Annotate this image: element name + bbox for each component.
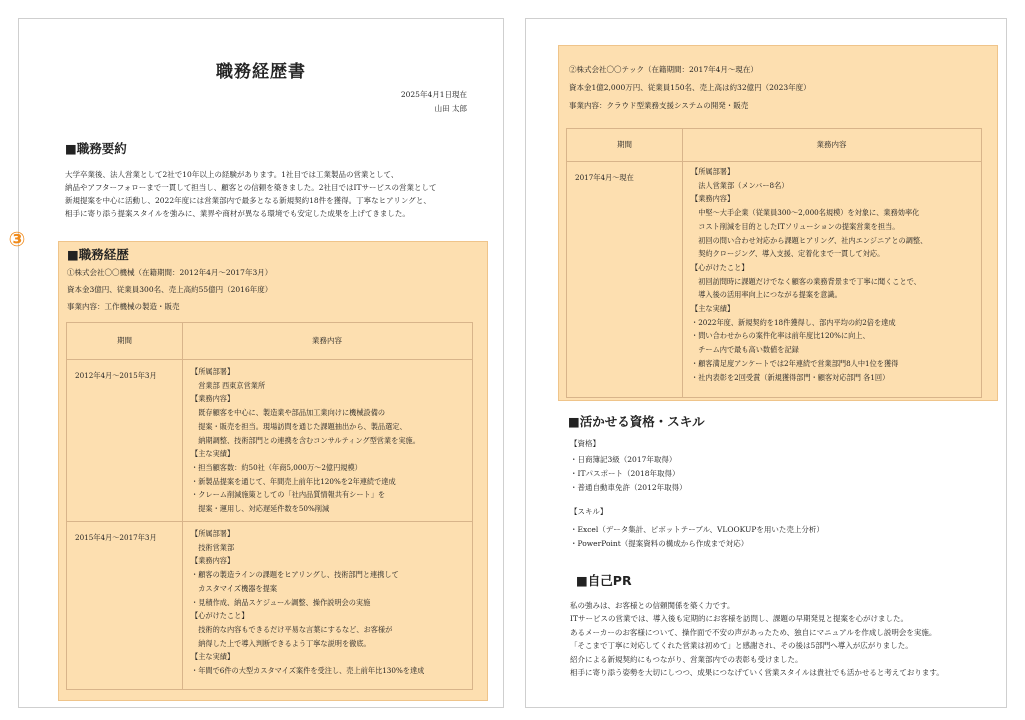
company2-line2: 資本金1億2,000万円、従業員150名、売上高は約32億円（2023年度） xyxy=(569,83,811,92)
table-header-period: 期間 xyxy=(117,336,132,345)
table-row xyxy=(67,521,472,522)
content-line: 技術的な内容もできるだけ平易な言葉にするなど、お客様が xyxy=(191,624,393,634)
content-line: ・社内表彰を2回受賞（新規獲得部門・顧客対応部門 各1回） xyxy=(691,372,890,382)
pr-line: 「そこまで丁寧に対応してくれた営業は初めて」と感謝され、その後は5部門へ導入が広がりました。 xyxy=(570,641,913,651)
content-line: 【心がけたこと】 xyxy=(691,262,749,272)
row2-period: 2015年4月〜2017年3月 xyxy=(75,533,157,542)
content-line: 【主な実績】 xyxy=(191,652,235,662)
content-line: 導入後の活用率向上につながる提案を意識。 xyxy=(691,290,842,300)
skills-heading: ■活かせる資格・スキル xyxy=(568,414,705,429)
pr-line: あるメーカーのお客様について、操作面で不安の声があったため、独自にマニュアルを作成し説明会を実施。 xyxy=(570,627,937,637)
content-line: 納期調整、技術部門との連携を含むコンサルティング型営業を実施。 xyxy=(191,435,420,445)
table-row xyxy=(567,161,981,162)
document-page-2 xyxy=(525,18,1007,708)
summary-heading: ■職務要約 xyxy=(65,141,127,156)
content-line: コスト削減を目的としたITソリューションの提案営業を担当。 xyxy=(691,221,900,231)
content-line: 【所属部署】 xyxy=(191,529,235,538)
document-page-1 xyxy=(18,18,504,708)
author-name: 山田 太郎 xyxy=(434,104,467,113)
summary-text xyxy=(65,168,436,220)
summary-line: 新規提案を中心に活動し、2022年度には営業部内で最多となる新規契約18件を獲得。丁寧なヒアリングと、 xyxy=(65,196,431,205)
content-line: ・顧客の製造ラインの課題をヒアリングし、技術部門と連携して xyxy=(191,570,399,580)
content-line: 【主な実績】 xyxy=(191,449,235,459)
company2-line1: ②株式会社〇〇テック（在籍期間：2017年4月〜現在） xyxy=(569,65,758,74)
content-line: ・問い合わせからの案件化率は前年度比120%に向上、 xyxy=(691,331,870,341)
content-line: 初回訪問時に課題だけでなく顧客の業務背景まで丁寧に聞くことで、 xyxy=(691,276,921,286)
content-line: 【心がけたこと】 xyxy=(191,611,249,621)
content-line: 【業務内容】 xyxy=(191,394,235,404)
company1-line3: 事業内容：工作機械の製造・販売 xyxy=(67,302,180,311)
content-line: 提案・販売を担当。現場訪問を通じた課題抽出から、製品選定、 xyxy=(191,421,407,431)
content-line: 提案・運用し、対応遅延件数を50%削減 xyxy=(191,504,330,514)
summary-line: 大学卒業後、法人営業として2社で10年以上の経験があります。1社目では工業製品の営業として、 xyxy=(65,170,399,179)
pr-line: 紹介による新規契約にもつながり、営業部内での表彰も受けました。 xyxy=(570,654,803,664)
content-line: 法人営業部（メンバー8名） xyxy=(691,180,789,190)
content-line: 【主な実績】 xyxy=(691,304,735,314)
highlighted-career-section xyxy=(58,241,488,701)
content-line: 中堅〜大手企業（従業員300〜2,000名規模）を対象に、業務効率化 xyxy=(691,208,920,218)
row1-content xyxy=(191,365,420,516)
content-line: ・年間で6件の大型カスタマイズ案件を受注し、売上前年比130%を達成 xyxy=(191,666,425,676)
career-table-1 xyxy=(66,322,473,690)
content-line: カスタマイズ機器を提案 xyxy=(191,583,278,593)
table-header-content: 業務内容 xyxy=(312,336,342,345)
content-line: チーム内で最も高い数値を記録 xyxy=(691,345,799,355)
skills-list xyxy=(570,523,824,551)
pr-line: 相手に寄り添う姿勢を大切にしつつ、成果につなげていく営業スタイルは貴社でも活かせると考えております。 xyxy=(570,668,944,678)
company1-line2: 資本金3億円、従業員300名、売上高約55億円（2016年度） xyxy=(67,285,273,294)
content-line: 営業部 西東京営業所 xyxy=(191,380,266,390)
content-line: 契約クロージング、導入支援、定着化まで一貫して対応。 xyxy=(691,249,885,259)
summary-line: 納品やアフターフォローまで一貫して担当し、顧客との信頼を築きました。2社目ではITサービスの営業として xyxy=(65,183,437,192)
content-line: 技術営業部 xyxy=(191,542,235,552)
table-header-content: 業務内容 xyxy=(816,140,847,149)
page-title: 職務経歴書 xyxy=(216,62,306,82)
pr-heading: ■自己PR xyxy=(576,573,632,588)
qualifications-label: 【資格】 xyxy=(570,439,600,448)
content-line: 【業務内容】 xyxy=(691,194,735,204)
list-item: ・日商簿記3級（2017年取得） xyxy=(570,455,677,464)
table-divider xyxy=(682,129,683,397)
document-date: 2025年4月1日現在 xyxy=(400,90,467,99)
company1-line1: ①株式会社〇〇機械（在籍期間：2012年4月〜2017年3月） xyxy=(67,268,273,277)
row1-period: 2012年4月〜2015年3月 xyxy=(75,371,157,380)
pr-line: 私の強みは、お客様との信頼関係を築く力です。 xyxy=(570,601,735,610)
section-number-marker: ③ xyxy=(8,227,26,251)
highlighted-career-section-2 xyxy=(558,45,998,401)
career-table-2 xyxy=(566,128,982,398)
content-line: 【所属部署】 xyxy=(191,367,235,376)
content-line: ・クレーム削減施策としての「社内品質情報共有シート」を xyxy=(191,490,386,500)
qualifications-list xyxy=(570,453,687,495)
content-line: 【所属部署】 xyxy=(691,167,735,176)
content-line: 初回の問い合わせ対応から課題ヒアリング、社内エンジニアとの調整、 xyxy=(691,235,928,245)
list-item: ・ITパスポート（2018年取得） xyxy=(570,469,680,478)
company2-line3: 事業内容：クラウド型業務支援システムの開発・販売 xyxy=(569,101,749,110)
row-content xyxy=(691,165,927,384)
content-line: ・見積作成、納品スケジュール調整、操作説明会の実施 xyxy=(191,597,371,607)
summary-line: 相手に寄り添う提案スタイルを強みに、業界や商材が異なる環境でも安定した成果を上げてきました。 xyxy=(65,209,410,218)
table-row xyxy=(67,359,472,360)
row2-content xyxy=(191,527,424,678)
content-line: 【業務内容】 xyxy=(191,556,235,566)
pr-text xyxy=(570,599,944,679)
content-line: ・新製品提案を通じて、年間売上前年比120%を2年連続で達成 xyxy=(191,476,396,486)
content-line: 既存顧客を中心に、製造業や部品加工業向けに機械設備の xyxy=(191,408,386,418)
list-item: ・普通自動車免許（2012年取得） xyxy=(570,483,687,492)
list-item: ・PowerPoint（提案資料の構成から作成まで対応） xyxy=(570,539,749,548)
pr-line: ITサービスの営業では、導入後も定期的にお客様を訪問し、課題の早期発見と提案を心がけました。 xyxy=(570,614,908,624)
history-heading: ■職務経歴 xyxy=(67,247,129,262)
skills-label: 【スキル】 xyxy=(570,507,608,516)
content-line: 納得した上で導入判断できるよう丁寧な説明を徹底。 xyxy=(191,638,371,648)
table-divider xyxy=(182,323,183,689)
content-line: ・顧客満足度アンケートでは2年連続で営業部門8人中1位を獲得 xyxy=(691,358,899,368)
list-item: ・Excel（データ集計、ピボットテーブル、VLOOKUPを用いた売上分析） xyxy=(570,525,824,534)
row-period: 2017年4月〜現在 xyxy=(575,173,634,182)
content-line: ・担当顧客数：約50社（年商5,000万〜2億円規模） xyxy=(191,462,362,472)
table-header-period: 期間 xyxy=(617,140,632,149)
content-line: ・2022年度、新規契約を18件獲得し、部内平均の約2倍を達成 xyxy=(691,317,896,327)
